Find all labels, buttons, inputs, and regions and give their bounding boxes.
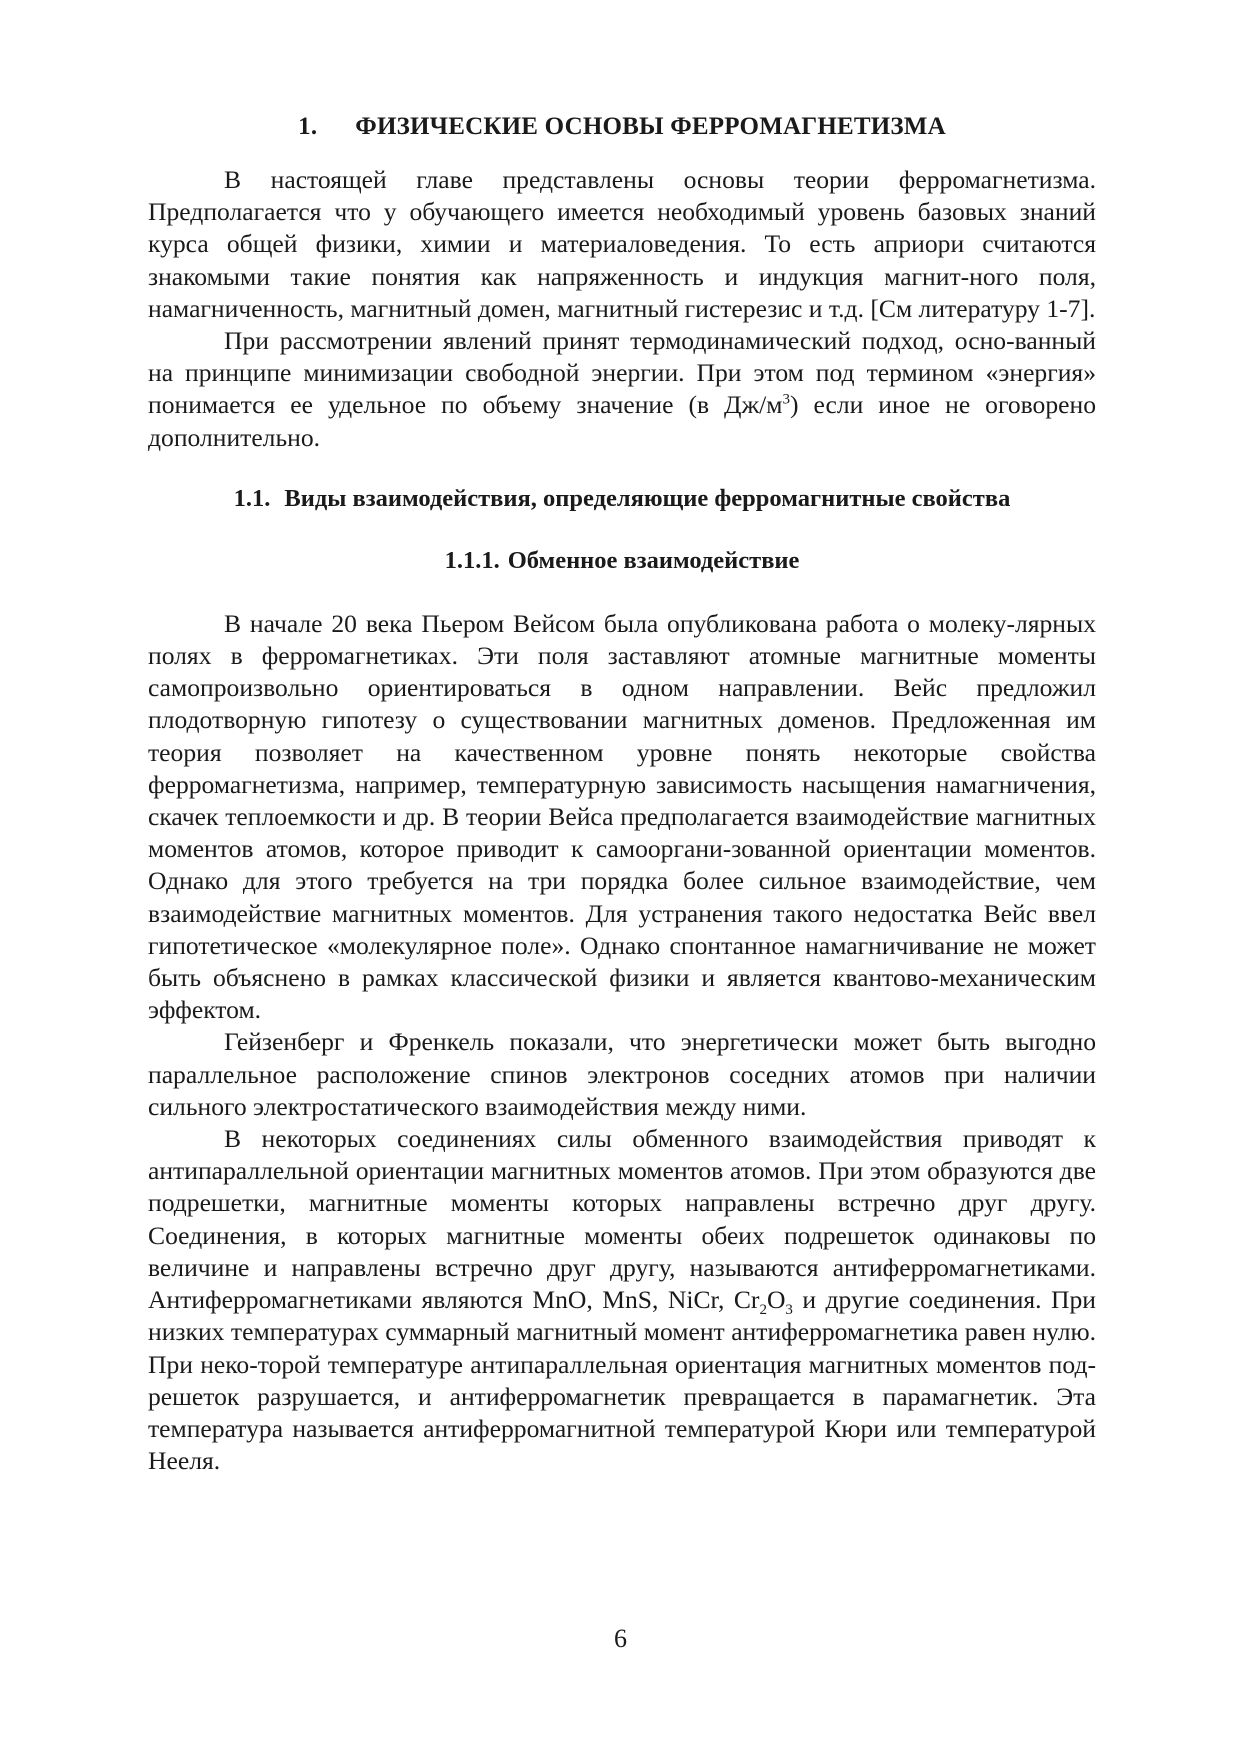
page-number: 6 [614,1624,627,1653]
section-number: 1.1. [233,484,271,512]
page-content [148,112,1096,1477]
body-paragraph-3 [148,1123,1096,1477]
subsection-title [148,546,1096,576]
chapter-title [148,112,1096,142]
formula-subscript-2: 3 [785,1302,793,1319]
subsection-title-text: Обменное взаимодействие [507,546,800,574]
section-title [148,484,1096,514]
formula-subscript-1: 2 [759,1302,767,1319]
body-paragraph-3-text: В некоторых соединениях силы обменного взаимодействия приводят к антипараллельной ориентации магнитных моментов атомов. При этом образуются две подрешетки, магнитные моменты которых направлены встречно друг другу. Соединения, в которых магнитные моменты обеих подрешеток одинаковы по величине и направлены встречно друг другу, называются антиферромагнетиками. Антиферромагнетиками являются MnO, MnS, NiCr, Cr [148,1124,1096,1315]
chapter-title-text: ФИЗИЧЕСКИЕ ОСНОВЫ ФЕРРОМАГНЕТИЗМА [355,113,946,140]
chapter-number: 1. [298,113,318,140]
subsection-number: 1.1.1. [444,546,500,574]
unit-superscript: 3 [782,391,790,408]
body-paragraph-3-tail: и другие соединения. При низких температурах суммарный магнитный момент антиферромагнетика равен нулю. При неко-торой температуре антипараллельная ориентация магнитных моментов под-решеток разрушается, и антиферромагнетик превращается в парамагнетик. Эта температура называется антиферромагнитной температурой Кюри или температурой Нееля. [148,1285,1096,1476]
body-paragraph-1: В начале 20 века Пьером Вейсом была опубликована работа о молеку-лярных полях в ферромагнетиках. Эти поля заставляют атомные магнитные моменты самопроизвольно ориентироваться в одном направлении. Вейс предложил плодотворную гипотезу о существовании магнитных доменов. Предложенная им теория позволяет на качественном уровне понять некоторые свойства ферромагнетизма, например, температурную зависимость насыщения намагничения, скачек теплоемкости и др. В теории Вейса предполагается взаимодействие магнитных моментов атомов, которое приводит к самооргани-зованной ориентации моментов. Однако для этого требуется на три порядка более сильное взаимодействие, чем взаимодействие магнитных моментов. Для устранения такого недостатка Вейс ввел гипотетическое «молекулярное поле». Однако спонтанное намагничивание не может быть объяснено в рамках классической физики и является квантово-механическим эффектом. [148,608,1096,1025]
body-paragraph-2: Гейзенберг и Френкель показали, что энергетически может быть выгодно параллельное расположение спинов электронов соседних атомов при наличии сильного электростатического взаимодействия между ними. [148,1027,1096,1121]
formula-element: O [766,1285,786,1315]
intro-paragraph-1: В настоящей главе представлены основы теории ферромагнетизма. Предполагается что у обучающего имеется необходимый уровень базовых знаний курса общей физики, химии и материаловедения. То есть априори считаются знакомыми такие понятия как напряженность и индукция магнит-ного поля, намагниченность, магнитный домен, магнитный гистерезис и т.д. [См литературу 1-7]. [148,165,1096,323]
intro-paragraph-2 [148,325,1096,454]
section-title-text: Виды взаимодействия, определяющие ферромагнитные свойства [284,484,1011,512]
intro-paragraph-2-text: При рассмотрении явлений принят термодинамический подход, осно-ванный на принципе минимизации свободной энергии. При этом под термином «энергия» понимается ее удельное по объему значение (в Дж/м [148,326,1096,420]
intro-paragraph-2-tail: ) если иное не оговорено дополнительно. [148,390,1096,452]
